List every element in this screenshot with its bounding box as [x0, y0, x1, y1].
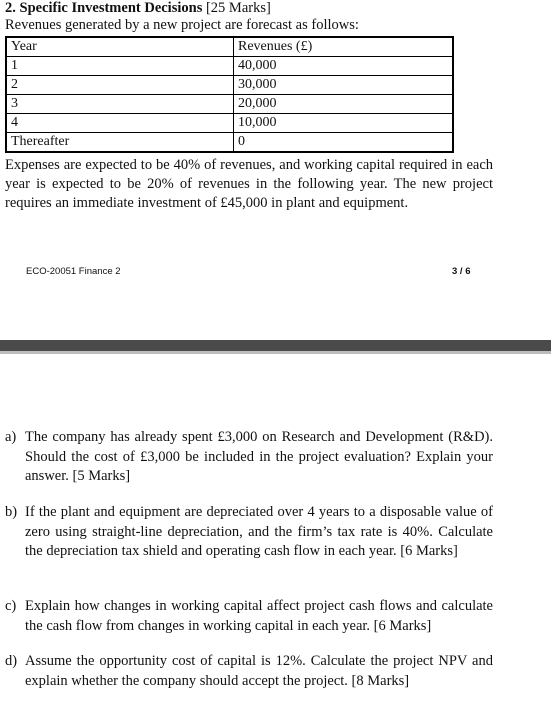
section-heading	[5, 0, 271, 17]
table-row	[6, 114, 453, 133]
question-d	[5, 652, 493, 691]
table-row	[6, 57, 453, 76]
revenue-cell: 40,000	[234, 57, 454, 76]
question-text: The company has already spent £3,000 on Research and Development (R&D). Should the cost of £3,000 be included in the project evaluation? Explain your answer. [5 Marks]	[25, 429, 493, 484]
question-text: Explain how changes in working capital affect project cash flows and calculate the cash flow from changes in working capital in each year. [6 Marks]	[25, 598, 493, 634]
year-cell: 2	[6, 76, 234, 95]
year-cell: 4	[6, 114, 234, 133]
table-row	[6, 133, 453, 153]
page-number-footer: 3 / 6	[452, 266, 471, 277]
table-row	[6, 95, 453, 114]
question-text: If the plant and equipment are depreciated over 4 years to a disposable value of zero using straight-line depreciation, and the firm’s tax rate is 40%. Calculate the depreciation tax shield and operating cash flow in each year. [6 Marks]	[25, 504, 493, 559]
page-upper	[0, 0, 551, 340]
revenue-cell: 20,000	[234, 95, 454, 114]
course-code-footer: ECO-20051 Finance 2	[26, 266, 121, 277]
assumptions-paragraph: Expenses are expected to be 40% of revenues, and working capital required in each year is expected to be 20% of revenues in the following year. The new project requires an immediate investment of £45,000 in plant and equipment.	[5, 157, 493, 211]
revenue-table	[5, 36, 454, 153]
revenue-cell: 30,000	[234, 76, 454, 95]
section-title: Specific Investment Decisions	[19, 0, 203, 16]
table-header-row	[6, 37, 453, 57]
year-cell: Thereafter	[6, 133, 234, 153]
column-header-revenues: Revenues (£)	[234, 37, 454, 57]
question-c	[5, 597, 493, 636]
page-break-divider	[0, 340, 551, 351]
year-cell: 3	[6, 95, 234, 114]
question-label: d)	[5, 653, 18, 669]
table-row	[6, 76, 453, 95]
question-label: a)	[5, 429, 17, 445]
question-label: c)	[5, 598, 17, 614]
question-a	[5, 428, 493, 487]
section-number: 2.	[5, 0, 16, 16]
intro-text: Revenues generated by a new project are forecast as follows:	[5, 17, 359, 33]
column-header-year: Year	[6, 37, 234, 57]
section-marks: [25 Marks]	[205, 0, 271, 16]
revenue-cell: 0	[234, 133, 454, 153]
question-b	[5, 503, 493, 562]
year-cell: 1	[6, 57, 234, 76]
question-text: Assume the opportunity cost of capital is 12%. Calculate the project NPV and explain whether the company should accept the project. [8 Marks]	[25, 653, 493, 689]
revenue-cell: 10,000	[234, 114, 454, 133]
question-label: b)	[5, 504, 18, 520]
